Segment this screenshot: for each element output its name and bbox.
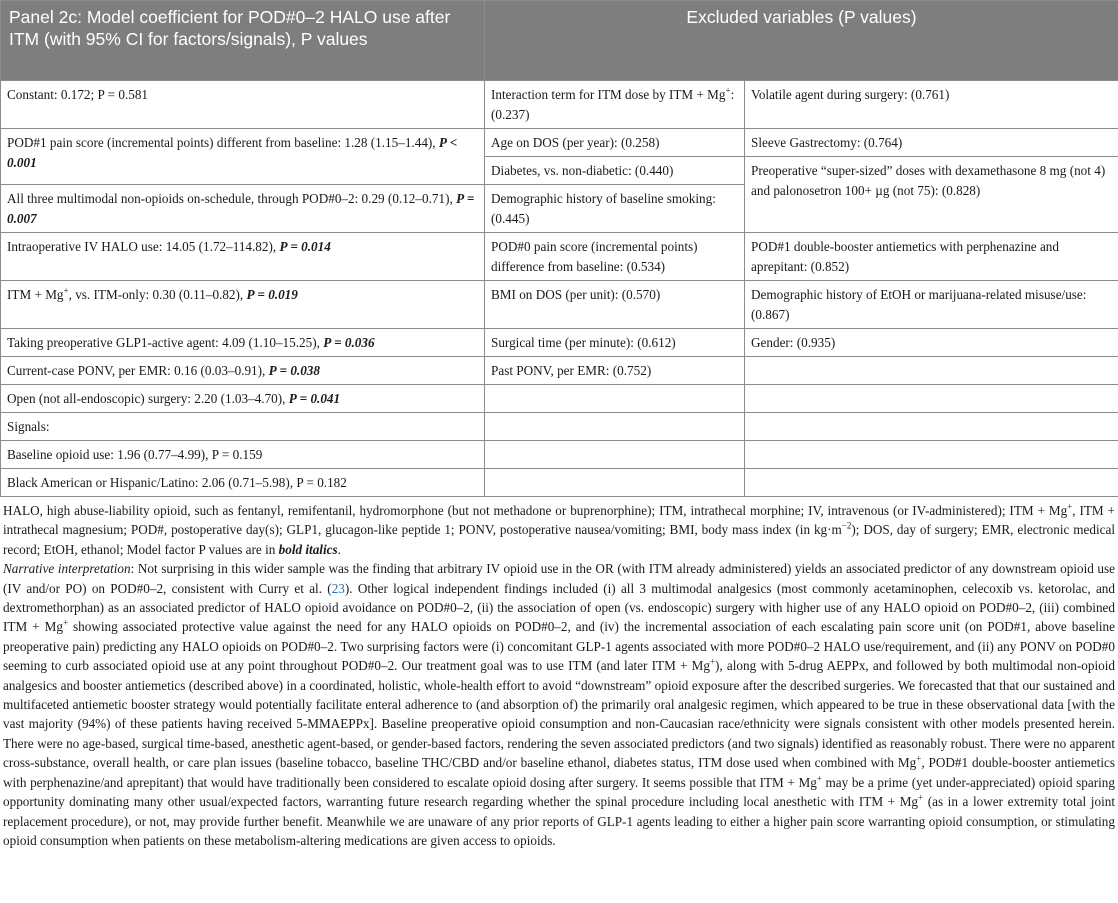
table-row	[1, 233, 1118, 281]
cell-excluded: Volatile agent during surgery: (0.761)	[745, 81, 1118, 129]
table-row	[1, 329, 1118, 357]
cell-factor: All three multimodal non-opioids on-schedule, through POD#0–2: 0.29 (0.12–0.71), P = 0.007	[1, 185, 485, 233]
cell-excluded: POD#1 double-booster antiemetics with perphenazine and aprepitant: (0.852)	[745, 233, 1118, 281]
cell-excluded: BMI on DOS (per unit): (0.570)	[485, 281, 745, 329]
cell-empty	[745, 469, 1118, 497]
cell-empty	[485, 469, 745, 497]
cell-excluded: Sleeve Gastrectomy: (0.764)	[745, 129, 1118, 157]
cell-empty	[485, 385, 745, 413]
cell-factor: POD#1 pain score (incremental points) different from baseline: 1.28 (1.15–1.44), P < 0.001	[1, 129, 485, 185]
cell-empty	[745, 413, 1118, 441]
cell-excluded: Age on DOS (per year): (0.258)	[485, 129, 745, 157]
cell-factor: Constant: 0.172; P = 0.581	[1, 81, 485, 129]
table-row	[1, 81, 1118, 129]
cell-factor: ITM + Mg+, vs. ITM-only: 0.30 (0.11–0.82), P = 0.019	[1, 281, 485, 329]
cell-factor: Open (not all-endoscopic) surgery: 2.20 (1.03–4.70), P = 0.041	[1, 385, 485, 413]
table-row	[1, 357, 1118, 385]
cell-excluded: Surgical time (per minute): (0.612)	[485, 329, 745, 357]
cell-excluded: Diabetes, vs. non-diabetic: (0.440)	[485, 157, 745, 185]
cell-empty	[485, 413, 745, 441]
cell-factor: Signals:	[1, 413, 485, 441]
table-row	[1, 469, 1118, 497]
cell-factor: Baseline opioid use: 1.96 (0.77–4.99), P = 0.159	[1, 441, 485, 469]
cell-excluded: Gender: (0.935)	[745, 329, 1118, 357]
table-row	[1, 413, 1118, 441]
cell-excluded: Demographic history of baseline smoking: (0.445)	[485, 185, 745, 233]
cell-empty	[745, 441, 1118, 469]
table-row	[1, 441, 1118, 469]
cell-empty	[485, 441, 745, 469]
table-header-row	[1, 1, 1118, 81]
abbreviations-note: HALO, high abuse-liability opioid, such as fentanyl, remifentanil, hydromorphone (but not methadone or buprenorphine); ITM, intrathecal morphine; IV, intravenous (or IV-administered); ITM + Mg+, ITM + intrathecal magnesium; POD#, postoperative day(s); GLP1, glucagon-like peptide 1; PONV, postoperative nausea/vomiting; BMI, body mass index (in $kg\cdot m^{-2}$); DOS, day of surgery; EMR, electronic medical record; EtOH, ethanol; Model factor P values are in bold italics.	[3, 501, 1115, 557]
table-row	[1, 385, 1118, 413]
table-row	[1, 129, 1118, 157]
cell-excluded: Demographic history of EtOH or marijuana-related misuse/use: (0.867)	[745, 281, 1118, 329]
header-left: Panel 2c: Model coefficient for POD#0–2 HALO use after ITM (with 95% CI for factors/signals), P values	[1, 1, 485, 81]
cell-factor: Intraoperative IV HALO use: 14.05 (1.72–114.82), P = 0.014	[1, 233, 485, 281]
header-right: Excluded variables (P values)	[485, 1, 1118, 81]
cell-factor: Black American or Hispanic/Latino: 2.06 (0.71–5.98), P = 0.182	[1, 469, 485, 497]
cell-factor: Current-case PONV, per EMR: 0.16 (0.03–0.91), P = 0.038	[1, 357, 485, 385]
cell-empty	[745, 357, 1118, 385]
narrative-interpretation: Narrative interpretation: Not surprising in this wider sample was the finding that arbitrary IV opioid use in the OR (with ITM already administered) yields an associated predictor of any downstream opioid use (IV and/or PO) on POD#0–2, consistent with Curry et al. (23). Other logical independent findings included (i) all 3 multimodal analgesics (most commonly acetaminophen, celecoxib vs. ketorolac, and dextromethorphan) as an associated predictor of HALO opioid avoidance on POD#0–2, (ii) the association of open (vs. endoscopic) surgery with higher use of any HALO opioid on POD#0–2, (iii) combined ITM + Mg+ showing associated protective value against the need for any HALO opioids on POD#0–2, and (iv) the incremental association of each escalating pain score unit (on POD#1, above baseline preoperative pain) predicting any HALO opioids on POD#0–2. Two surprising factors were (i) concomitant GLP-1 agents associated with more POD#0–2 HALO use/requirement, and (ii) any PONV on POD#0 seeming to curb associated opioid use at any point throughout POD#0–2. Our treatment goal was to use ITM (and later ITM + Mg+), along with 5-drug AEPPx, and followed by both multimodal non-opioid analgesics and booster antiemetics (described above) in a coordinated, holistic, whole-health effort to avoid “downstream” opioid exposure after the described surgeries. We forecasted that that our sustained and multifaceted antiemetic booster strategy would potentially facilitate enteral adherence to (and absorption of) the primarily oral analgesic regimen, which appeared to be true in these observational data [with the vast majority (94%) of these patients having received 5-MMAEPPx]. Baseline preoperative opioid consumption and non-Caucasian race/ethnicity were signals consistent with other models presented herein. There were no age-based, surgical time-based, anesthetic agent-based, or gender-based factors, rendering the seven associated predictors (and two signals) identified as reasonably robust. There were no apparent cross-substance, overall health, or care plan issues (baseline tobacco, baseline THC/CBD and/or baseline ethanol, diabetes status, ITM dose used when combined with Mg+, POD#1 double-booster antiemetics with perphenazine/and aprepitant) that would have traditionally been considered to escalate opioid dosing after surgery. It seems possible that ITM + Mg+ may be a prime (yet under-appreciated) opioid sparing opportunity dominating many other usual/expected factors, warranting future research regarding whether the spinal procedure including local anesthetic with ITM + Mg+ (as in a lower extremity total joint replacement procedure), or not, may provide further benefit. Meanwhile we are unaware of any prior reports of GLP-1 agents leading to either a higher pain score warranting opioid consumption, or stimulating opioid consumption when patients on these metabolism-altering medications are given access to opioids.	[3, 561, 1115, 848]
cell-factor: Taking preoperative GLP1-active agent: 4.09 (1.10–15.25), P = 0.036	[1, 329, 485, 357]
cell-excluded: Interaction term for ITM dose by ITM + Mg+: (0.237)	[485, 81, 745, 129]
table-footnotes	[0, 497, 1118, 850]
reference-link[interactable]: 23	[331, 580, 345, 596]
cell-excluded: Preoperative “super-sized” doses with dexamethasone 8 mg (not 4) and palonosetron 100+ µg (not 75): (0.828)	[745, 157, 1118, 233]
cell-excluded: POD#0 pain score (incremental points) difference from baseline: (0.534)	[485, 233, 745, 281]
cell-excluded: Past PONV, per EMR: (0.752)	[485, 357, 745, 385]
cell-empty	[745, 385, 1118, 413]
table-row	[1, 281, 1118, 329]
